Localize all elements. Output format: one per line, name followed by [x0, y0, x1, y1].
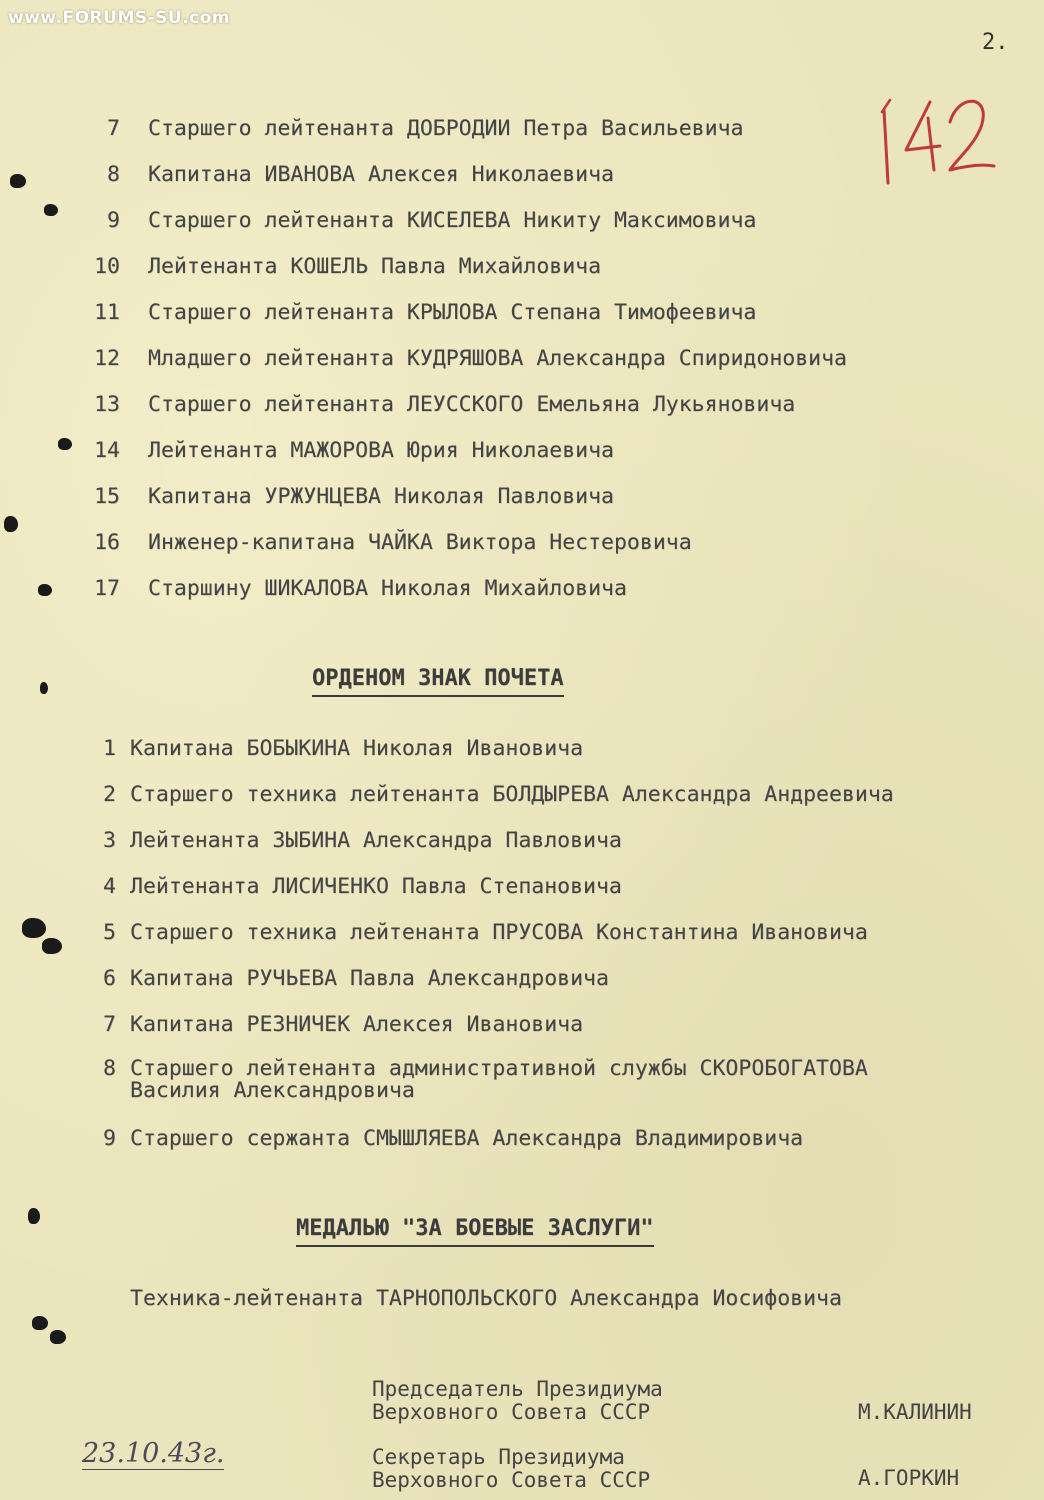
- section-heading-medal: МЕДАЛЬЮ "ЗА БОЕВЫЕ ЗАСЛУГИ": [296, 1216, 654, 1247]
- section-heading-badge-of-honor: ОРДЕНОМ ЗНАК ПОЧЕТА: [312, 666, 564, 697]
- secretary-title: Секретарь Президиума Верховного Совета СССР: [372, 1445, 651, 1492]
- binder-hole: [44, 204, 58, 216]
- chairman-name: М.КАЛИНИН: [858, 1400, 972, 1424]
- binder-hole: [58, 438, 72, 450]
- binder-hole: [32, 1316, 48, 1330]
- binder-hole: [10, 174, 26, 188]
- binder-hole: [4, 516, 18, 532]
- handwritten-date: 23.10.43г.: [82, 1438, 225, 1469]
- secretary-name: А.ГОРКИН: [858, 1466, 960, 1490]
- binder-hole: [40, 682, 48, 694]
- page-number: 2.: [982, 30, 1009, 55]
- list-item: Техника-лейтенанта ТАРНОПОЛЬСКОГО Александра Иосифовича: [130, 1286, 842, 1311]
- handwritten-number-142: [878, 88, 998, 188]
- binder-hole: [50, 1330, 66, 1344]
- binder-hole: [38, 584, 52, 596]
- document-page: www.FORUMS-SU.com 2. 7 Старшего лейтенанта ДОБРОДИИ Петра Васильевича 8 Капитана ИВАНОВА Алексея Николаевича 9 Старшего лейтенанта КИСЕЛЕВА Никиту Максимовича 10 Лейтенанта КОШЕЛЬ Павла Михайловича 11 Старшего лейтенанта КРЫЛОВА Степана Тимофеевича 12 Младшего лейтенанта КУДРЯШОВА Александра Спиридоновича 13 Старшего лейтенанта ЛЕУССКОГО Емельяна Лукьяновича 14 Лейтенанта МАЖОРОВА Юрия Николаевича 15 Капитана УРЖУНЦЕВА Николая Павловича 16 Инженер-капитана ЧАЙКА Виктора Нестеровича 17 Старшину ШИКАЛОВА Николая Михайловича ОРДЕНОМ ЗНАК ПОЧЕТА 1 Капитана БОБЫКИНА Николая Ивановича 2 Старшего техника лейтенанта БОЛДЫРЕВА Александра Андреевича 3 Лейтенанта ЗЫБИНА Александра Павловича 4 Лейтенанта ЛИСИЧЕНКО Павла Степановича 5 Старшего техника лейтенанта ПРУСОВА Константина Ивановича 6 Капитана РУЧЬЕВА Павла Александровича 7 Капитана РЕЗНИЧЕК Алексея Ивановича 8 Старшего лейтенанта административной службы СКОРОБОГАТОВА Василия Александровича 9 Старшего сержанта СМЫШЛЯЕВА Александра Владимировича МЕДАЛЬЮ "ЗА БОЕВЫЕ ЗАСЛУГИ" Техника-лейтенанта ТАРНОПОЛЬСКОГО Александра Иосифовича Председатель Президиума Верховного Совета СССР М.КАЛИНИН Секретарь Президиума Верховного Совета СССР А.ГОРКИН 23.10.43г.: [0, 0, 1044, 1500]
- binder-hole: [28, 1208, 40, 1224]
- binder-hole: [22, 918, 46, 938]
- watermark: www.FORUMS-SU.com: [8, 8, 231, 28]
- binder-hole: [42, 938, 62, 954]
- chairman-title: Председатель Президиума Верховного Совета СССР: [372, 1377, 663, 1424]
